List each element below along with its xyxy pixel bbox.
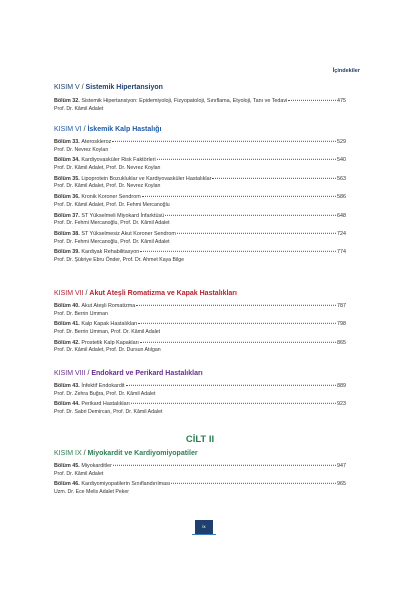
chapter-authors: Prof. Dr. Fehmi Mercanoğlu, Prof. Dr. Kâmil Adalet <box>54 220 170 227</box>
part-name: Endokard ve Perikard Hastalıkları <box>91 370 203 377</box>
page-number: 947 <box>337 463 346 469</box>
part-number: KISIM VIII <box>54 370 86 377</box>
leader-dots <box>212 178 336 179</box>
toc-entry[interactable] <box>54 194 346 209</box>
chapter-authors: Prof. Dr. Berrin Umman, Prof. Dr. Kâmil Adalet <box>54 328 161 335</box>
part-name: İskemik Kalp Hastalığı <box>87 126 162 133</box>
part-title: KISIM VIII / Endokard ve Perikard Hastalıkları <box>54 370 203 377</box>
leader-dots <box>136 305 336 306</box>
chapter-number: Bölüm 32. <box>54 98 80 104</box>
page-number: 923 <box>337 401 346 408</box>
chapter-title: Kardiyovasküler Risk Faktörleri <box>81 157 156 164</box>
page-number: 787 <box>337 303 346 309</box>
part-number: KISIM V <box>54 84 80 91</box>
page-number-badge: ix <box>195 520 213 534</box>
volume-title: CİLT II <box>185 434 215 445</box>
page-number: 724 <box>337 230 346 237</box>
chapter-number: Bölüm 44. <box>54 401 80 408</box>
chapter-number: Bölüm 38. <box>54 230 80 237</box>
chapter-title: Lipoprotein Bozukluklar ve Kardiyovasküler Hastalıklar <box>81 175 212 182</box>
leader-dots <box>288 100 336 101</box>
chapter-title: Prostetik Kalp Kapakları <box>81 339 139 346</box>
leader-dots <box>140 342 336 343</box>
toc-entry[interactable] <box>54 231 346 246</box>
chapter-authors: Prof. Dr. Kâmil Adalet, Prof. Dr. Nevrez Koylan <box>54 183 161 190</box>
part-name: Sistemik Hipertansiyon <box>85 84 163 91</box>
chapter-number: Bölüm 37. <box>54 212 80 219</box>
toc-entry[interactable] <box>54 303 346 318</box>
toc-entry[interactable] <box>54 401 346 416</box>
chapter-authors: Prof. Dr. Şükriye Ebru Önder, Prof. Dr. Ahmet Kaya Bilge <box>54 256 185 263</box>
chapter-number: Bölüm 36. <box>54 194 80 201</box>
part-title: KISIM IX / Miyokardit ve Kardiyomiyopatiler <box>54 450 198 457</box>
chapter-authors: Prof. Dr. Berrin Umman <box>54 310 108 317</box>
part-name: Miyokardit ve Kardiyomiyopatiler <box>87 450 198 457</box>
toc-entry[interactable] <box>54 157 346 172</box>
toc-entry[interactable] <box>54 98 346 113</box>
chapter-authors: Prof. Dr. Kâmil Adalet <box>54 105 104 112</box>
part-section <box>54 450 346 496</box>
leader-dots <box>177 233 336 234</box>
toc-entry[interactable] <box>54 176 346 191</box>
chapter-number: Bölüm 39. <box>54 249 80 256</box>
page-number: 865 <box>337 339 346 346</box>
toc-entry[interactable] <box>54 249 346 264</box>
part-section <box>54 290 346 355</box>
toc-entry[interactable] <box>54 213 346 228</box>
chapter-number: Bölüm 40. <box>54 303 80 309</box>
leader-dots <box>138 323 336 324</box>
chapter-authors: Prof. Dr. Kâmil Adalet <box>54 470 104 477</box>
part-section <box>54 370 346 416</box>
chapter-number: Bölüm 35. <box>54 175 80 182</box>
leader-dots <box>140 251 336 252</box>
leader-dots <box>165 214 336 215</box>
part-name: Akut Ateşli Romatizma ve Kapak Hastalıkları <box>89 290 237 297</box>
chapter-title: İnfektif Endokardit <box>81 383 125 389</box>
chapter-title: Sistemik Hipertansiyon: Epidemiyoloji, Fizyopatoloji, Sınıflama, Etyoloji, Tanı ve Tedavi <box>81 98 288 104</box>
page-number: 774 <box>337 249 346 256</box>
chapter-authors: Prof. Dr. Sabri Demircan, Prof. Dr. Kâmil Adalet <box>54 408 163 415</box>
page-number: 475 <box>337 98 346 104</box>
chapter-authors: Prof. Dr. Kâmil Adalet, Prof. Dr. Fehmi Mercanoğlu <box>54 201 170 208</box>
leader-dots <box>126 385 336 386</box>
toc-entry[interactable] <box>54 139 346 154</box>
page-number-underline <box>192 534 216 535</box>
leader-dots <box>112 141 336 142</box>
chapter-title: Kalp Kapak Hastalıkları <box>81 321 138 328</box>
chapter-number: Bölüm 46. <box>54 481 80 488</box>
chapter-title: Miyokarditler <box>81 463 112 469</box>
leader-dots <box>142 196 336 197</box>
chapter-title: Ateroskleroz <box>81 139 112 145</box>
toc-entry[interactable] <box>54 321 346 336</box>
part-number: KISIM VI <box>54 126 82 133</box>
page-number: 529 <box>337 139 346 145</box>
page-number: 965 <box>337 481 346 488</box>
toc-entry[interactable] <box>54 340 346 355</box>
part-number: KISIM IX <box>54 450 82 457</box>
part-title: KISIM V / Sistemik Hipertansiyon <box>54 84 163 91</box>
chapter-title: ST Yükselmeli Miyokard İnfarktüsü <box>81 212 165 219</box>
chapter-title: Kronik Koroner Sendrom <box>81 194 141 201</box>
chapter-number: Bölüm 33. <box>54 139 80 145</box>
chapter-number: Bölüm 41. <box>54 321 80 328</box>
chapter-authors: Prof. Dr. Nevrez Koylan <box>54 146 109 153</box>
toc-entry[interactable] <box>54 383 346 398</box>
page-number: 889 <box>337 383 346 389</box>
chapter-authors: Prof. Dr. Kâmil Adalet, Prof. Dr. Dursun Atılgan <box>54 347 161 354</box>
leader-dots <box>171 483 336 484</box>
page-header: İçindekiler <box>332 68 360 74</box>
page-number: 798 <box>337 321 346 328</box>
chapter-number: Bölüm 43. <box>54 383 80 389</box>
chapter-number: Bölüm 42. <box>54 339 80 346</box>
page-number: 540 <box>337 157 346 164</box>
part-section <box>54 126 346 264</box>
leader-dots <box>157 159 336 160</box>
part-title: KISIM VI / İskemik Kalp Hastalığı <box>54 126 162 133</box>
chapter-title: Kardiyomiyopatilerin Sınıflandırılması <box>81 481 171 488</box>
page-number: 586 <box>337 194 346 201</box>
leader-dots <box>131 403 336 404</box>
page-number: 648 <box>337 212 346 219</box>
chapter-authors: Prof. Dr. Fehmi Mercanoğlu, Prof. Dr. Kâmil Adalet <box>54 238 170 245</box>
chapter-authors: Uzm. Dr. Ece Melis Adalet Peker <box>54 488 129 495</box>
chapter-title: Akut Ateşli Romatizma <box>81 303 136 309</box>
part-section <box>54 84 346 113</box>
chapter-number: Bölüm 34. <box>54 157 80 164</box>
chapter-number: Bölüm 45. <box>54 463 80 469</box>
chapter-title: ST Yükselmesiz Akut Koroner Sendrom <box>81 230 176 237</box>
toc-entry[interactable] <box>54 481 346 496</box>
part-title: KISIM VII / Akut Ateşli Romatizma ve Kapak Hastalıkları <box>54 290 237 297</box>
part-number: KISIM VII <box>54 290 84 297</box>
leader-dots <box>113 465 336 466</box>
chapter-authors: Prof. Dr. Zehra Buğra, Prof. Dr. Kâmil Adalet <box>54 390 156 397</box>
page-number: 563 <box>337 175 346 182</box>
chapter-title: Kardiyak Rehabilitasyon <box>81 249 140 256</box>
chapter-authors: Prof. Dr. Kâmil Adalet, Prof. Dr. Nevrez Koylan <box>54 164 161 171</box>
chapter-title: Perikard Hastalıkları <box>81 401 130 408</box>
toc-entry[interactable] <box>54 463 346 478</box>
